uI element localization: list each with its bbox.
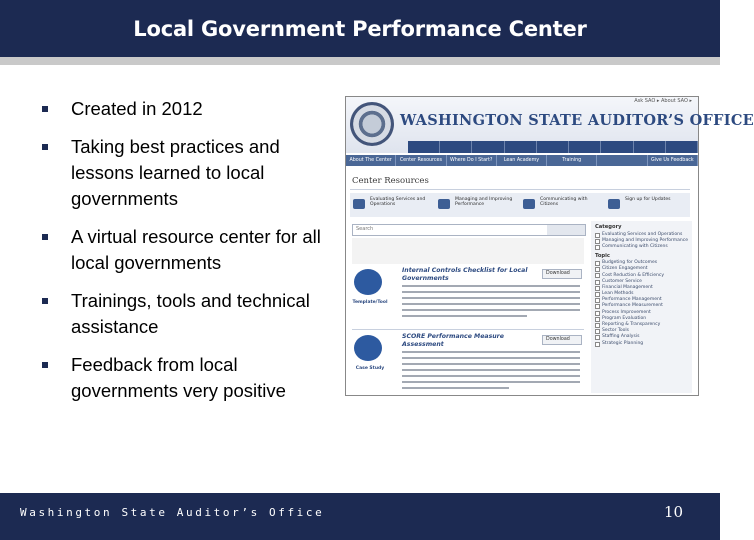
book-icon bbox=[354, 335, 382, 361]
sidebar-item: Financial Management bbox=[591, 284, 692, 290]
bullet-text: Feedback from local governments very positive bbox=[71, 354, 286, 401]
site-main-nav bbox=[408, 141, 698, 153]
slide-title-bar bbox=[0, 0, 720, 57]
sidebar-heading: Category bbox=[595, 224, 622, 230]
bullet-item bbox=[42, 224, 332, 276]
download-button bbox=[542, 335, 582, 345]
sidebar-item: Citizen Engagement bbox=[591, 266, 692, 272]
site-sidebar bbox=[591, 221, 692, 393]
search-placeholder: Search bbox=[356, 226, 374, 232]
bullet-list bbox=[42, 96, 332, 416]
nav-item bbox=[472, 141, 504, 153]
sidebar-item: Evaluating Services and Operations bbox=[591, 231, 692, 237]
sidebar-item: Process Improvement bbox=[591, 309, 692, 315]
resource-title: SCORE Performance Measure Assessment bbox=[402, 333, 504, 348]
bullet-item bbox=[42, 352, 332, 404]
square-bullet-icon bbox=[42, 362, 48, 368]
site-divider bbox=[350, 189, 690, 190]
download-button bbox=[542, 269, 582, 279]
nav-item bbox=[634, 141, 666, 153]
website-screenshot bbox=[345, 96, 754, 396]
resource-item bbox=[352, 267, 584, 322]
category-tile bbox=[605, 193, 690, 217]
nav-item bbox=[505, 141, 537, 153]
square-bullet-icon bbox=[42, 234, 48, 240]
subnav-item: Where Do I Start? bbox=[447, 155, 497, 166]
footer-organization: Washington State Auditor’s Office bbox=[20, 506, 325, 519]
bullet-text: Taking best practices and lessons learned to local governments bbox=[71, 136, 280, 209]
bullet-item bbox=[42, 96, 332, 122]
resource-description bbox=[402, 285, 580, 321]
category-tile bbox=[435, 193, 520, 217]
square-bullet-icon bbox=[42, 298, 48, 304]
title-divider bbox=[0, 57, 720, 65]
bullet-text: Created in 2012 bbox=[71, 98, 203, 119]
sidebar-item: Program Evaluation bbox=[591, 315, 692, 321]
sidebar-item: Lean Methods bbox=[591, 291, 692, 297]
bullet-text: A virtual resource center for all local governments bbox=[71, 226, 321, 273]
sidebar-item: Communicating with Citizens bbox=[591, 243, 692, 249]
site-sub-nav bbox=[346, 155, 698, 166]
envelope-icon bbox=[608, 199, 620, 209]
category-label: Communicating with Citizens bbox=[540, 197, 588, 207]
subnav-item: About The Center bbox=[346, 155, 396, 166]
bullet-text: Trainings, tools and technical assistance bbox=[71, 290, 310, 337]
subnav-item: Center Resources bbox=[396, 155, 446, 166]
nav-item bbox=[601, 141, 633, 153]
resource-divider bbox=[352, 329, 584, 330]
sidebar-item: Performance Management bbox=[591, 297, 692, 303]
nav-item bbox=[408, 141, 440, 153]
sidebar-item: Sector Tools bbox=[591, 328, 692, 334]
search-button bbox=[547, 225, 585, 235]
resource-item bbox=[352, 333, 584, 393]
resource-description bbox=[402, 351, 580, 393]
sidebar-item: Managing and Improving Performance bbox=[591, 237, 692, 243]
category-icon bbox=[523, 199, 535, 209]
subnav-item bbox=[597, 155, 647, 166]
sidebar-item: Budgeting for Outcomes bbox=[591, 260, 692, 266]
tool-icon bbox=[354, 269, 382, 295]
category-tile bbox=[350, 193, 435, 217]
nav-item bbox=[569, 141, 601, 153]
category-label: Managing and Improving Performance bbox=[455, 197, 513, 207]
nav-item bbox=[666, 141, 698, 153]
category-tile bbox=[520, 193, 605, 217]
site-name: WASHINGTON STATE AUDITOR’S OFFICE bbox=[400, 112, 754, 129]
site-section-heading: Center Resources bbox=[352, 176, 429, 186]
site-category-strip bbox=[350, 193, 690, 217]
page-number: 10 bbox=[664, 503, 684, 521]
site-top-links: Ask SAO ▸ About SAO ▸ bbox=[634, 98, 692, 104]
sidebar-item: Reporting & Transparency bbox=[591, 321, 692, 327]
sidebar-item: Strategic Planning bbox=[591, 340, 692, 346]
category-label: Sign up for Updates bbox=[625, 197, 671, 202]
download-label: Download bbox=[546, 337, 570, 342]
resource-type: Template/Tool bbox=[352, 300, 388, 305]
subnav-item: Give Us Feedback bbox=[648, 155, 698, 166]
resource-type: Case Study bbox=[355, 366, 385, 371]
sidebar-item: Staffing Analysis bbox=[591, 334, 692, 340]
sidebar-item: Customer Service bbox=[591, 278, 692, 284]
resource-title: Internal Controls Checklist for Local Governments bbox=[402, 267, 528, 282]
category-icon bbox=[438, 199, 450, 209]
subnav-item: Lean Academy bbox=[497, 155, 547, 166]
nav-item bbox=[440, 141, 472, 153]
square-bullet-icon bbox=[42, 144, 48, 150]
nav-item bbox=[537, 141, 569, 153]
site-search-box bbox=[352, 224, 586, 236]
site-filter-panel bbox=[352, 238, 584, 264]
bullet-item bbox=[42, 134, 332, 212]
sidebar-item: Performance Measurement bbox=[591, 303, 692, 309]
download-label: Download bbox=[546, 271, 570, 276]
bullet-item bbox=[42, 288, 332, 340]
subnav-item: Training bbox=[547, 155, 597, 166]
sidebar-heading: Topic bbox=[595, 252, 610, 259]
state-seal-icon bbox=[350, 102, 394, 146]
sidebar-item: Cost Reduction & Efficiency bbox=[591, 272, 692, 278]
category-icon bbox=[353, 199, 365, 209]
square-bullet-icon bbox=[42, 106, 48, 112]
category-label: Evaluating Services and Operations bbox=[370, 197, 426, 207]
slide-title: Local Government Performance Center bbox=[133, 16, 587, 41]
